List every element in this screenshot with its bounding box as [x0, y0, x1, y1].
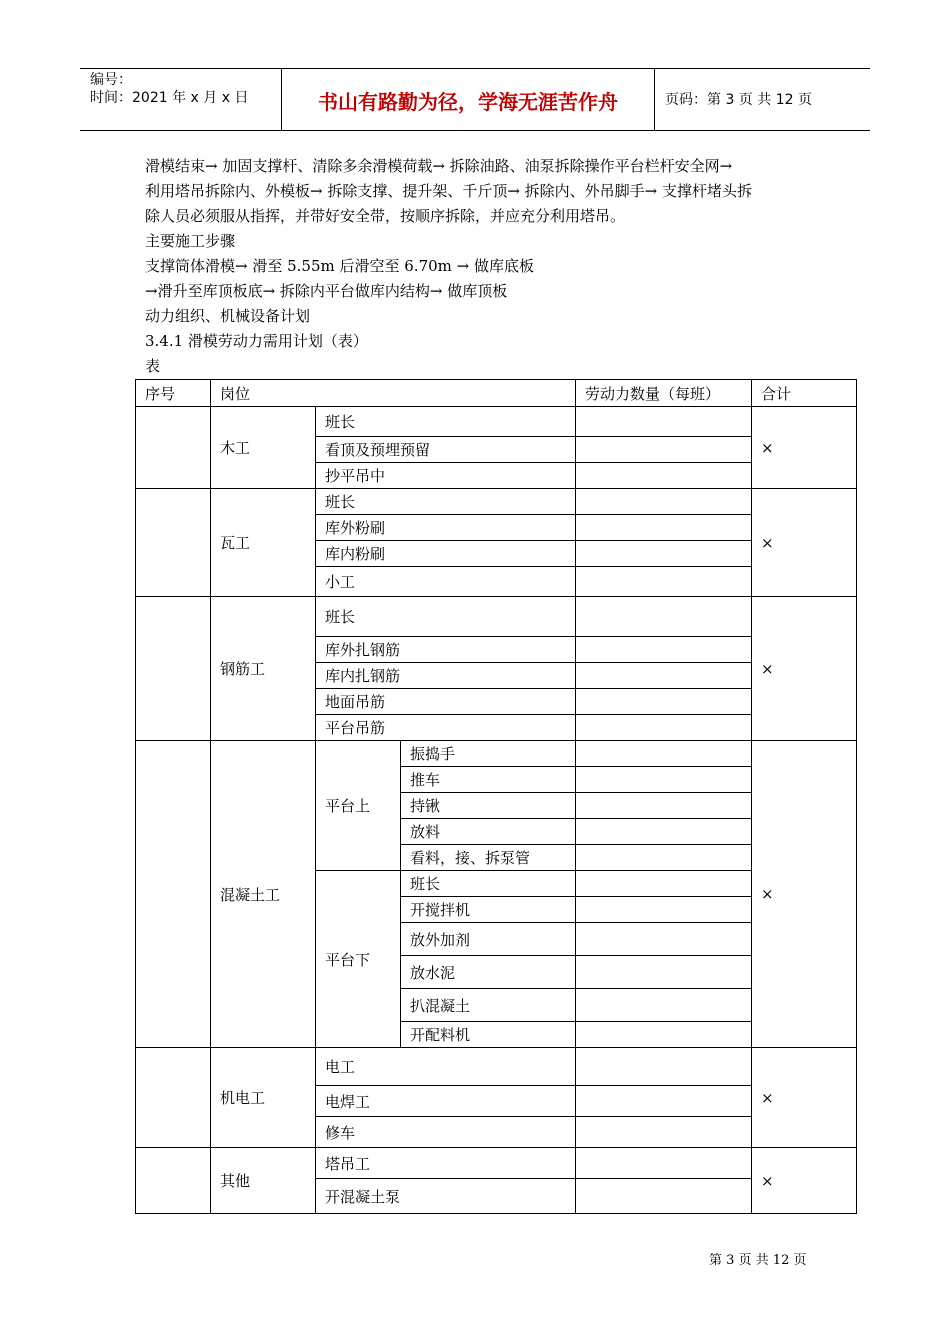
header-divider	[654, 69, 655, 130]
role-cell: 库内扎钢筋	[316, 663, 576, 689]
role-cell: 小工	[316, 567, 576, 597]
seq-cell	[136, 407, 211, 489]
header-motto: 书山有路勤为径，学海无涯苦作舟	[318, 90, 618, 114]
qty-cell	[576, 871, 752, 897]
qty-cell	[576, 1022, 752, 1048]
table-caption: 表	[145, 357, 161, 375]
role-cell: 抄平吊中	[316, 463, 576, 489]
total-cell: ×	[752, 407, 857, 489]
role-cell: 班长	[316, 597, 576, 637]
role-cell: 放外加剂	[401, 923, 576, 956]
role-cell: 修车	[316, 1117, 576, 1148]
role-cell: 看顶及预埋预留	[316, 437, 576, 463]
qty-cell	[576, 437, 752, 463]
section-heading: 动力组织、机械设备计划	[145, 307, 311, 325]
seq-cell	[136, 1048, 211, 1148]
body-line: 滑模结束→ 加固支撑杆、清除多余滑模荷载→ 拆除油路、油泵拆除操作平台栏杆安全网→	[145, 157, 733, 175]
qty-cell	[576, 489, 752, 515]
role-cell: 持锹	[401, 793, 576, 819]
qty-cell	[576, 956, 752, 989]
qty-cell	[576, 741, 752, 767]
qty-cell	[576, 541, 752, 567]
role-cell: 放料	[401, 819, 576, 845]
group-name: 钢筋工	[211, 597, 316, 741]
role-cell: 班长	[316, 407, 576, 437]
subgroup-name: 平台上	[316, 741, 401, 871]
seq-cell	[136, 1148, 211, 1214]
group-name: 瓦工	[211, 489, 316, 597]
qty-cell	[576, 1086, 752, 1117]
qty-cell	[576, 923, 752, 956]
role-cell: 电焊工	[316, 1086, 576, 1117]
role-cell: 开搅拌机	[401, 897, 576, 923]
qty-cell	[576, 1148, 752, 1179]
qty-cell	[576, 793, 752, 819]
table-row	[136, 489, 857, 515]
group-name: 混凝土工	[211, 741, 316, 1048]
page-header	[80, 68, 870, 131]
role-cell: 班长	[401, 871, 576, 897]
table-row	[136, 741, 857, 767]
role-cell: 库外粉刷	[316, 515, 576, 541]
role-cell: 开混凝土泵	[316, 1179, 576, 1214]
body-line: 利用塔吊拆除内、外模板→ 拆除支撑、提升架、千斤顶→ 拆除内、外吊脚手→ 支撑杆堵头拆	[145, 182, 753, 200]
total-cell: ×	[752, 489, 857, 597]
role-cell: 放水泥	[401, 956, 576, 989]
role-cell: 平台吊筋	[316, 715, 576, 741]
role-cell: 看料，接、拆泵管	[401, 845, 576, 871]
body-line: →滑升至库顶板底→ 拆除内平台做库内结构→ 做库顶板	[145, 282, 508, 300]
role-cell: 库内粉刷	[316, 541, 576, 567]
seq-cell	[136, 597, 211, 741]
role-cell: 塔吊工	[316, 1148, 576, 1179]
qty-cell	[576, 767, 752, 793]
table-row	[136, 597, 857, 637]
qty-cell	[576, 463, 752, 489]
time-label: 时间：2021 年 x 月 x 日	[90, 90, 249, 106]
qty-cell	[576, 1048, 752, 1086]
subsection-heading: 3.4.1 滑模劳动力需用计划（表）	[145, 332, 368, 350]
seq-cell	[136, 741, 211, 1048]
qty-cell	[576, 407, 752, 437]
role-cell: 班长	[316, 489, 576, 515]
number-label: 编号：	[90, 72, 132, 88]
labor-plan-table	[135, 379, 857, 1214]
group-name: 其他	[211, 1148, 316, 1214]
col-header-seq: 序号	[136, 380, 211, 407]
role-cell: 推车	[401, 767, 576, 793]
group-name: 机电工	[211, 1048, 316, 1148]
qty-cell	[576, 597, 752, 637]
body-line: 支撑筒体滑模→ 滑至 5.55m 后滑空至 6.70m → 做库底板	[145, 257, 534, 275]
section-heading: 主要施工步骤	[145, 232, 236, 250]
qty-cell	[576, 663, 752, 689]
seq-cell	[136, 489, 211, 597]
qty-cell	[576, 989, 752, 1022]
role-cell: 扒混凝土	[401, 989, 576, 1022]
table-header-row	[136, 380, 857, 407]
role-cell: 地面吊筋	[316, 689, 576, 715]
col-header-post: 岗位	[211, 380, 576, 407]
table-row	[136, 407, 857, 437]
group-name: 木工	[211, 407, 316, 489]
qty-cell	[576, 515, 752, 541]
col-header-total: 合计	[752, 380, 857, 407]
total-cell: ×	[752, 597, 857, 741]
qty-cell	[576, 637, 752, 663]
subgroup-name: 平台下	[316, 871, 401, 1048]
qty-cell	[576, 567, 752, 597]
body-line: 除人员必须服从指挥，并带好安全带，按顺序拆除，并应充分利用塔吊。	[145, 207, 626, 225]
col-header-qty: 劳动力数量（每班）	[576, 380, 752, 407]
qty-cell	[576, 715, 752, 741]
total-cell: ×	[752, 1148, 857, 1214]
qty-cell	[576, 1117, 752, 1148]
qty-cell	[576, 1179, 752, 1214]
table-row	[136, 1148, 857, 1179]
role-cell: 开配料机	[401, 1022, 576, 1048]
page-footer: 第 3 页 共 12 页	[709, 1253, 807, 1268]
qty-cell	[576, 819, 752, 845]
total-cell: ×	[752, 1048, 857, 1148]
qty-cell	[576, 897, 752, 923]
header-page-label: 页码：第 3 页 共 12 页	[665, 92, 812, 108]
qty-cell	[576, 845, 752, 871]
total-cell: ×	[752, 741, 857, 1048]
qty-cell	[576, 689, 752, 715]
role-cell: 振捣手	[401, 741, 576, 767]
header-meta	[90, 71, 248, 107]
role-cell: 库外扎钢筋	[316, 637, 576, 663]
table-row	[136, 1048, 857, 1086]
role-cell: 电工	[316, 1048, 576, 1086]
